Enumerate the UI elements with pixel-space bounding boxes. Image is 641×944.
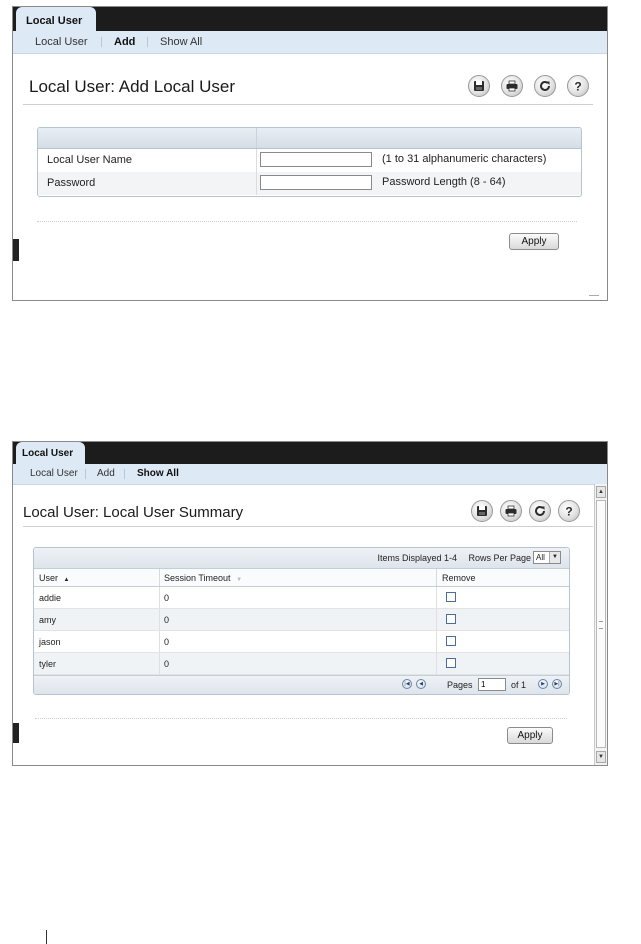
timeout-cell: 0 bbox=[164, 593, 170, 603]
save-button[interactable] bbox=[471, 500, 493, 522]
refresh-icon bbox=[533, 504, 547, 518]
pages-label: Pages bbox=[447, 680, 473, 690]
table-pager bbox=[34, 675, 569, 694]
table-row bbox=[34, 631, 569, 653]
rows-per-page-label: Rows Per Page bbox=[468, 553, 531, 563]
print-icon bbox=[505, 79, 519, 93]
user-cell: jason bbox=[39, 637, 61, 647]
tab-local-user[interactable]: Local User bbox=[16, 7, 96, 33]
nav-add[interactable]: Add bbox=[97, 468, 115, 479]
save-button[interactable] bbox=[468, 75, 490, 97]
password-label: Password bbox=[47, 177, 96, 189]
nav-separator bbox=[85, 469, 86, 479]
apply-button[interactable]: Apply bbox=[509, 233, 559, 250]
nav-show-all[interactable]: Show All bbox=[160, 36, 203, 48]
column-remove: Remove bbox=[442, 573, 476, 583]
tab-bar bbox=[13, 442, 607, 464]
nav-separator bbox=[101, 37, 102, 47]
save-icon bbox=[475, 504, 489, 518]
table-toolbar bbox=[34, 548, 569, 569]
help-icon bbox=[562, 504, 576, 518]
remove-checkbox[interactable] bbox=[446, 592, 456, 602]
refresh-button[interactable] bbox=[534, 75, 556, 97]
refresh-icon bbox=[538, 79, 552, 93]
help-icon bbox=[571, 79, 585, 93]
page-count-label: of 1 bbox=[511, 680, 527, 690]
timeout-cell: 0 bbox=[164, 637, 170, 647]
scrollbar-thumb[interactable] bbox=[596, 500, 606, 748]
local-user-summary-panel bbox=[12, 441, 608, 766]
table-row bbox=[34, 587, 569, 609]
remove-checkbox[interactable] bbox=[446, 636, 456, 646]
remove-checkbox[interactable] bbox=[446, 614, 456, 624]
chevron-down-icon: ▼ bbox=[549, 552, 560, 563]
first-page-icon[interactable]: |◀ bbox=[402, 679, 412, 689]
username-hint: (1 to 31 alphanumeric characters) bbox=[382, 153, 547, 165]
last-page-icon[interactable]: ▶| bbox=[552, 679, 562, 689]
user-cell: tyler bbox=[39, 659, 57, 669]
next-page-icon[interactable]: ▶ bbox=[538, 679, 548, 689]
svg-text:?: ? bbox=[574, 79, 582, 93]
nav-local-user[interactable]: Local User bbox=[35, 36, 88, 48]
nav-separator bbox=[124, 469, 125, 479]
nav-show-all[interactable]: Show All bbox=[137, 468, 179, 479]
refresh-button[interactable] bbox=[529, 500, 551, 522]
page-margin-mark bbox=[46, 930, 47, 944]
column-user-label: User bbox=[39, 573, 59, 583]
help-button[interactable] bbox=[558, 500, 580, 522]
resize-corner bbox=[589, 295, 599, 296]
username-input[interactable] bbox=[260, 152, 372, 167]
timeout-cell: 0 bbox=[164, 615, 170, 625]
scroll-down-icon[interactable]: ▼ bbox=[596, 751, 606, 763]
tab-local-user[interactable]: Local User bbox=[16, 442, 85, 466]
remove-checkbox[interactable] bbox=[446, 658, 456, 668]
rows-per-page-value: All bbox=[536, 553, 545, 562]
add-user-form bbox=[37, 127, 582, 197]
print-button[interactable] bbox=[501, 75, 523, 97]
sort-inactive-icon: ▼ bbox=[236, 577, 243, 583]
apply-button[interactable]: Apply bbox=[507, 727, 553, 744]
password-input[interactable] bbox=[260, 175, 372, 190]
vertical-scrollbar[interactable] bbox=[594, 484, 607, 765]
side-collapse-handle[interactable] bbox=[13, 723, 19, 743]
svg-text:?: ? bbox=[565, 504, 573, 518]
column-session-timeout-label: Session Timeout bbox=[164, 573, 231, 583]
nav-local-user[interactable]: Local User bbox=[30, 468, 78, 479]
footer-divider bbox=[35, 718, 567, 719]
form-row-password bbox=[38, 172, 581, 195]
nav-add[interactable]: Add bbox=[114, 36, 136, 48]
sub-navigation bbox=[13, 464, 607, 485]
user-cell: amy bbox=[39, 615, 57, 625]
password-hint: Password Length (8 - 64) bbox=[382, 176, 506, 188]
username-label: Local User Name bbox=[47, 154, 132, 166]
tab-bar bbox=[13, 7, 607, 31]
page-title: Local User: Add Local User bbox=[29, 77, 235, 96]
page-number-input[interactable] bbox=[478, 678, 506, 691]
table-row bbox=[34, 609, 569, 631]
table-row bbox=[34, 653, 569, 675]
form-header bbox=[38, 128, 581, 149]
previous-page-icon[interactable]: ◀ bbox=[416, 679, 426, 689]
title-divider bbox=[23, 526, 593, 527]
sub-navigation bbox=[13, 31, 607, 54]
print-icon bbox=[504, 504, 518, 518]
column-session-timeout[interactable] bbox=[164, 573, 242, 583]
add-local-user-panel bbox=[12, 6, 608, 301]
side-collapse-handle[interactable] bbox=[13, 239, 19, 261]
footer-divider bbox=[37, 221, 577, 222]
user-summary-table bbox=[33, 547, 570, 695]
sort-ascending-icon: ▲ bbox=[63, 577, 70, 583]
column-user[interactable] bbox=[39, 573, 69, 583]
timeout-cell: 0 bbox=[164, 659, 170, 669]
column-header-row bbox=[34, 569, 569, 587]
items-displayed: Items Displayed 1-4 bbox=[377, 553, 457, 563]
print-button[interactable] bbox=[500, 500, 522, 522]
page-title: Local User: Local User Summary bbox=[23, 504, 244, 521]
help-button[interactable] bbox=[567, 75, 589, 97]
form-row-username bbox=[38, 149, 581, 172]
scroll-up-icon[interactable]: ▲ bbox=[596, 486, 606, 498]
user-cell: addie bbox=[39, 593, 62, 603]
rows-per-page-select[interactable] bbox=[533, 551, 561, 564]
title-divider bbox=[23, 104, 593, 105]
nav-separator bbox=[147, 37, 148, 47]
save-icon bbox=[472, 79, 486, 93]
